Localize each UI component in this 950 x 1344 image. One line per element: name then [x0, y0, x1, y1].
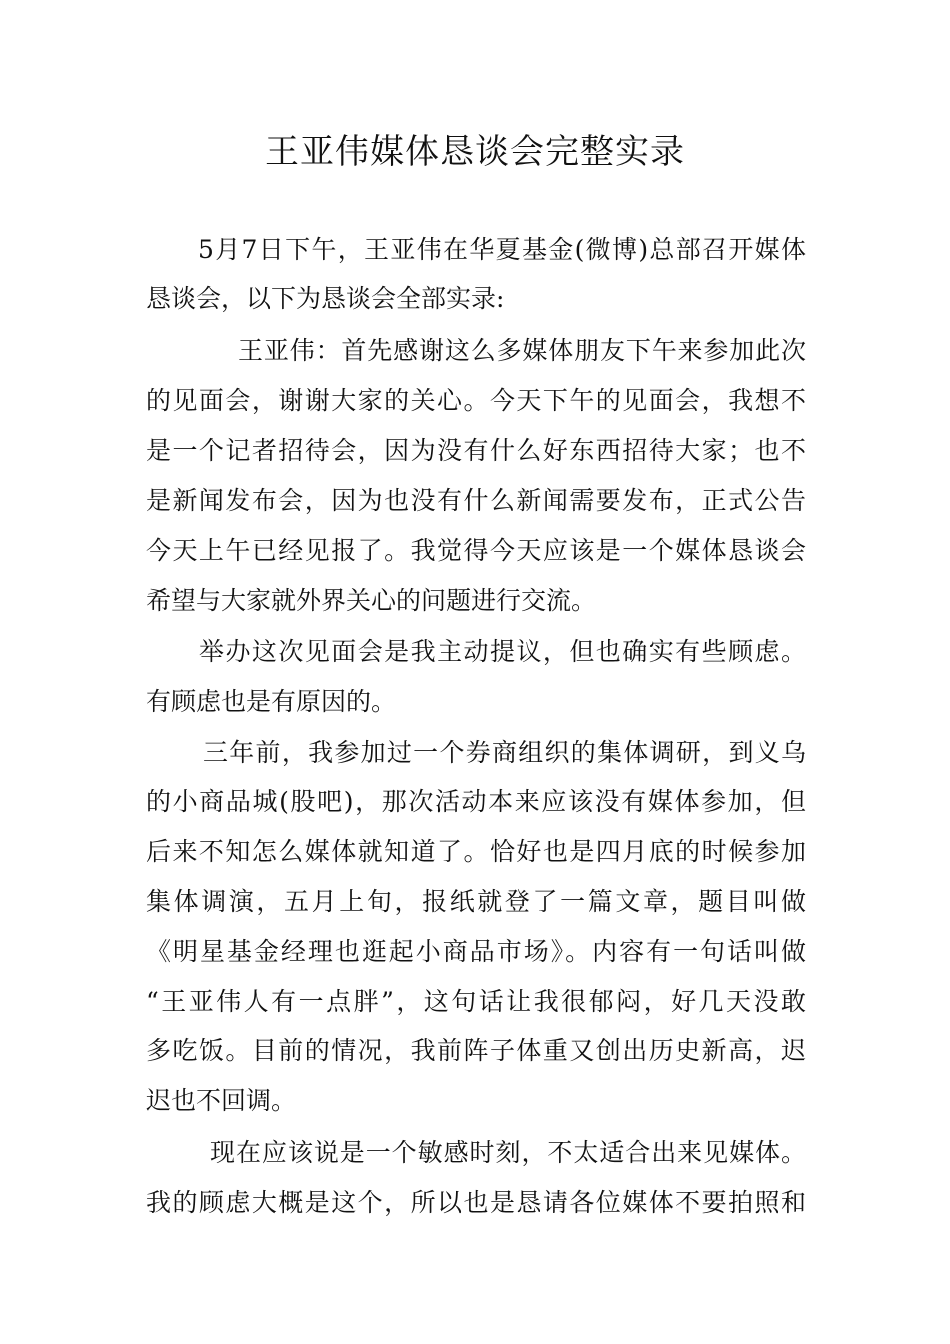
- text-line: 迟也不回调。: [146, 1086, 297, 1115]
- text-line: 有顾虑也是有原因的。: [146, 687, 397, 716]
- text-line: “王亚伟人有一点胖”，这句话让我很郁闷，好几天没敢: [146, 987, 806, 1016]
- text-line: 王亚伟：首先感谢这么多媒体朋友下午来参加此次: [238, 336, 806, 365]
- text-line: 今天上午已经见报了。我觉得今天应该是一个媒体恳谈会: [146, 536, 806, 565]
- text-line: 的小商品城(股吧)，那次活动本来应该没有媒体参加，但: [146, 787, 806, 816]
- text-line: 多吃饭。目前的情况，我前阵子体重又创出历史新高，迟: [146, 1036, 806, 1065]
- text-line: 举办这次见面会是我主动提议，但也确实有些顾虑。: [199, 637, 806, 666]
- text-line: 是新闻发布会，因为也没有什么新闻需要发布，正式公告: [146, 486, 806, 515]
- text-line: 5月7日下午，王亚伟在华夏基金(微博)总部召开媒体: [198, 235, 806, 264]
- text-line: 希望与大家就外界关心的问题进行交流。: [146, 586, 597, 615]
- text-line: 后来不知怎么媒体就知道了。恰好也是四月底的时候参加: [146, 837, 806, 866]
- text-line: 是一个记者招待会，因为没有什么好东西招待大家；也不: [146, 436, 806, 465]
- text-line: 现在应该说是一个敏感时刻，不太适合出来见媒体。: [210, 1138, 806, 1167]
- text-line: 的见面会，谢谢大家的关心。今天下午的见面会，我想不: [146, 386, 806, 415]
- text-line: 《明星基金经理也逛起小商品市场》。内容有一句话叫做: [146, 937, 806, 966]
- text-line: 我的顾虑大概是这个，所以也是恳请各位媒体不要拍照和: [146, 1188, 806, 1217]
- document-title: 王亚伟媒体恳谈会完整实录: [265, 132, 685, 172]
- text-line: 集体调演，五月上旬，报纸就登了一篇文章，题目叫做: [146, 887, 806, 916]
- text-line: 三年前，我参加过一个券商组织的集体调研，到义乌: [203, 738, 806, 767]
- text-line: 恳谈会，以下为恳谈会全部实录:: [146, 284, 505, 313]
